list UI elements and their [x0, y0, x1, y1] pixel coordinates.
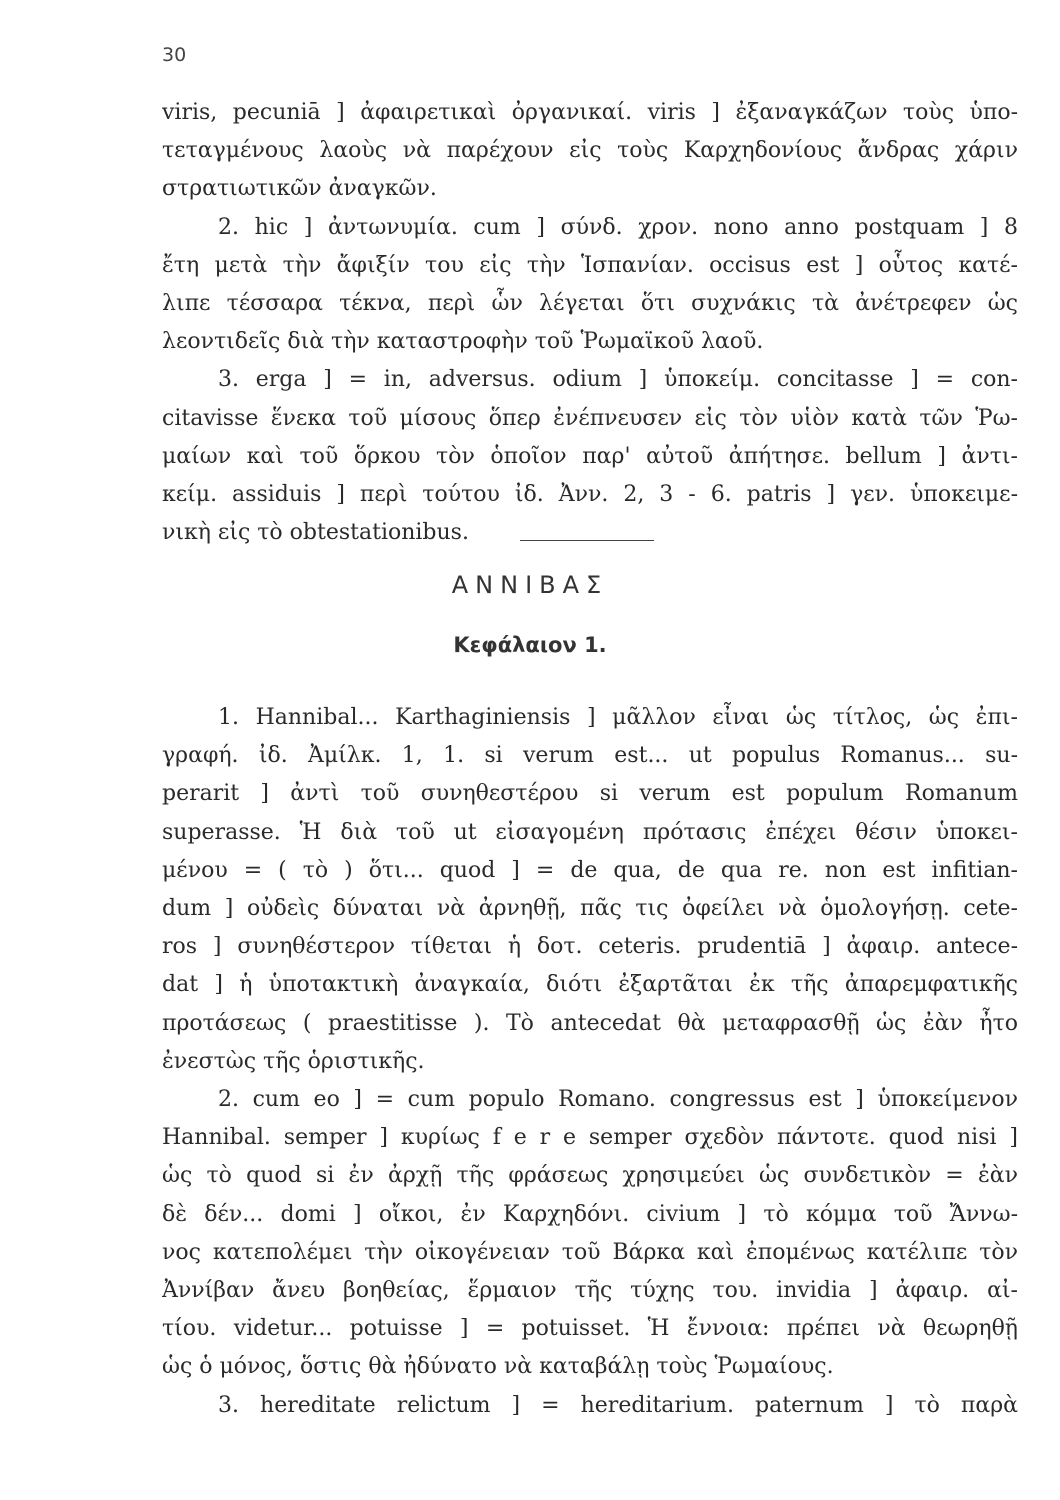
- commentary-block-2: [162, 699, 1018, 1425]
- text-line: μένου = ( τὸ ) ὅτι... quod ] = de qua, de qua re. non est infitian-: [162, 857, 1018, 883]
- text-line: δὲ δέν... domi ] οἴκοι, ἐν Καρχηδόνι. civium ] τὸ κόμμα τοῦ Ἄννω-: [162, 1201, 1018, 1227]
- text-line: 1. Hannibal... Karthaginiensis ] μᾶλλον εἶναι ὡς τίτλος, ὡς ἐπι-: [218, 705, 1018, 730]
- text-line: μαίων καὶ τοῦ ὅρκου τὸν ὁποῖον παρ' αὐτοῦ ἀπήτησε. bellum ] ἀντι-: [162, 443, 1018, 469]
- text-line: superasse. Ἡ διὰ τοῦ ut εἰσαγομένη πρότασις ἐπέχει θέσιν ὑποκει-: [162, 819, 1018, 845]
- text-line: perarit ] ἀντὶ τοῦ συνηθεστέρου si verum est populum Romanum: [162, 781, 1018, 807]
- text-line: 3. hereditate relictum ] = hereditarium. paternum ] τὸ παρὰ: [218, 1392, 1018, 1418]
- text-line: προτάσεως ( praestitisse ). Τὸ antecedat θὰ μεταφρασθῇ ὡς ἐὰν ἦτο: [162, 1010, 1018, 1036]
- text-line: νικὴ εἰς τὸ obtestationibus.: [162, 520, 469, 546]
- text-line: ros ] συνηθέστερον τίθεται ἡ δοτ. ceteris. prudentiā ] ἀφαιρ. antece-: [162, 934, 1018, 960]
- text-line: λεοντιδεῖς διὰ τὴν καταστροφὴν τοῦ Ῥωμαϊκοῦ λαοῦ.: [162, 329, 764, 355]
- text-line: Ἀννίβαν ἄνευ βοηθείας, ἕρμαιον τῆς τύχης του. invidia ] ἀφαιρ. αἰ-: [162, 1278, 1018, 1304]
- text-line: νος κατεπολέμει τὴν οἰκογένειαν τοῦ Βάρκα καὶ ἐπομένως κατέλιπε τὸν: [162, 1239, 1018, 1265]
- chapter-subtitle: Κεφάλαιον 1.: [453, 633, 607, 657]
- text-line: dat ] ἡ ὑποτακτικὴ ἀναγκαία, διότι ἐξαρτᾶται ἐκ τῆς ἀπαρεμφατικῆς: [162, 972, 1018, 998]
- text-line: viris, pecuniā ] ἀφαιρετικαὶ ὀργανικαί. viris ] ἐξαναγκάζων τοὺς ὑπο-: [162, 100, 1018, 125]
- text-line: ἔτη μετὰ τὴν ἄφιξίν του εἰς τὴν Ἱσπανίαν. occisus est ] οὗτος κατέ-: [162, 252, 1018, 278]
- text-line: Hannibal. semper ] κυρίως f e r e semper σχεδὸν πάντοτε. quod nisi ]: [162, 1125, 1018, 1151]
- page-number: 30: [162, 44, 187, 66]
- text-line: λιπε τέσσαρα τέκνα, περὶ ὧν λέγεται ὅτι συχνάκις τὰ ἀνέτρεφεν ὡς: [162, 291, 1018, 317]
- text-line: 2. hic ] ἀντωνυμία. cum ] σύνδ. χρον. nono anno postquam ] 8: [218, 214, 1018, 240]
- text-line: ὡς τὸ quod si ἐν ἀρχῇ τῆς φράσεως χρησιμεύει ὡς συνδετικὸν = ἐὰν: [162, 1163, 1018, 1189]
- text-line: citavisse ἕνεκα τοῦ μίσους ὅπερ ἐνέπνευσεν εἰς τὸν υἱὸν κατὰ τῶν Ῥω-: [162, 405, 1018, 431]
- text-line: στρατιωτικῶν ἀναγκῶν.: [162, 176, 437, 202]
- text-line: ἐνεστὼς τῆς ὁριστικῆς.: [162, 1048, 425, 1074]
- text-line: dum ] οὐδεὶς δύναται νὰ ἀρνηθῇ, πᾶς τις ὀφείλει νὰ ὁμολογήσῃ. cete-: [162, 896, 1018, 922]
- commentary-block-1: [162, 94, 1018, 552]
- section-divider: [520, 540, 654, 541]
- text-line: 3. erga ] = in, adversus. odium ] ὑποκείμ. concitasse ] = con-: [218, 367, 1018, 393]
- text-line: τίου. videtur... potuisse ] = potuisset. Ἡ ἔννοια: πρέπει νὰ θεωρηθῇ: [162, 1316, 1018, 1342]
- text-line: 2. cum eo ] = cum populo Romano. congressus est ] ὑποκείμενον: [218, 1087, 1018, 1113]
- text-line: γραφή. ἰδ. Ἀμίλκ. 1, 1. si verum est... ut populus Romanus... su-: [162, 743, 1018, 769]
- text-line: ὡς ὁ μόνος, ὅστις θὰ ἠδύνατο νὰ καταβάλῃ τοὺς Ῥωμαίους.: [162, 1354, 834, 1380]
- text-line: κείμ. assiduis ] περὶ τούτου ἰδ. Ἀνν. 2, 3 - 6. patris ] γεν. ὑποκειμε-: [162, 482, 1018, 508]
- chapter-title: ΑΝΝΙΒΑΣ: [451, 571, 609, 599]
- text-line: τεταγμένους λαοὺς νὰ παρέχουν εἰς τοὺς Καρχηδονίους ἄνδρας χάριν: [162, 138, 1018, 164]
